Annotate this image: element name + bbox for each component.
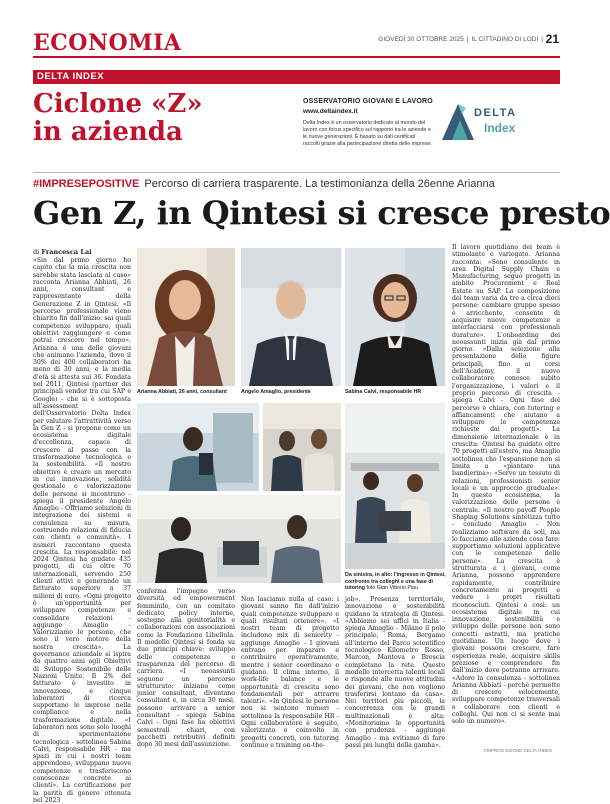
article-column-3: Non lasciamo nulla al caso: i giovani sanno fin dall'inizio quali competenze sviluppare e quali risultati ottenere». «I nostri team di progetto includono mix di seniority - aggiunge Amaglio - I giovani entrano per imparare e contribuire operativamente, mentre i senior coordinano e guidano. Il clima interno, il work-life balance e le opportunità di crescita sono fondamentali per attrarre talenti». «In Qintesi le persone non si sentono numeri - sottolinea la responsabile HR - Ogni collaboratore è seguito, valorizzato e coinvolto in progetti concreti, con tutoring continuo e training on-the-: [241, 596, 339, 749]
logo-word-index: Index: [484, 121, 516, 135]
page-number: 21: [545, 32, 559, 46]
byline: [33, 248, 92, 256]
issue-date: GIOVEDÌ 30 OTTOBRE 2025: [378, 36, 464, 43]
osservatorio-title: OSSERVATORIO GIOVANI E LAVORO: [303, 98, 433, 105]
photo-angelo: [241, 248, 341, 386]
photo-entrance: [137, 403, 259, 491]
publication-name: IL CITTADINO DI LODI: [471, 36, 539, 43]
delta-index-logo-icon: [438, 96, 550, 144]
tagline: [33, 178, 495, 190]
article-column-2: conferma l'impegno verso diversità ed empowerment femminile, con un comitato dedicato, policy interne, sostegno alla genitorialità e collaborazioni con associazioni come la Fondazione Libellula. Il modello Qintesi si fonda su due principi chiave: sviluppo delle competenze e trasparenza del percorso di carriera. «I neoassunti seguono un percorso strutturato: iniziano come junior consultant, diventano consultant e, in circa 30 mesi, possono arrivare a senior consultant - spiega Sabina Calvi - Ogni fase ha obiettivi semestrali chiari, con pacchetti retributivi definiti dopo 30 mesi dall'assunzione.: [137, 588, 235, 749]
tagline-text: Percorso di carriera trasparente. La testimonianza della 26enne Arianna: [144, 178, 495, 190]
photo-colleagues: [263, 403, 341, 491]
hashtag: #IMPRESEPOSITIVE: [33, 178, 140, 190]
section-band: [33, 70, 560, 84]
photo-tutoring: [137, 495, 341, 583]
photo-arianna: [137, 248, 235, 386]
byline-prefix: di: [33, 248, 40, 256]
band-label: DELTA INDEX: [37, 71, 105, 82]
caption-gallery: Da sinistra, in alto: l'ingresso in Qintesi, confronto tra colleghi e una fase di tutoring foto Gian Vittorio Piau: [345, 572, 446, 591]
ciclone-line2: in azienda: [33, 117, 183, 147]
caption-sabina: Sabina Calvi, responsabile HR: [345, 389, 422, 395]
article-column-1: «Sin dal primo giorno ho capito che la mia crescita non sarebbe stata lasciata al caso» racconta Arianna Abbiati, 26 anni, consultant e rappresentante della Generazione Z in Qintesi. «Il percorso professionale viene chiarito fin dall'inizio: sai quali competenze sviluppare, quali obiettivi raggiungere e come potrai crescere nel tempo». Arianna è una delle giovani che animano l'azienda, dove il 30% dei 400 collaboratori ha meno di 30 anni, e la media d'età si attesta sui 36. Fondata nel 2011, Qintesi (partner dei principali vendor tra cui SAP e Google) - che si è sottoposta all'assessment dell'Osservatorio Delta Index per valutare l'attrattività verso la Gen Z - si propone come un ecosistema digitale d'eccellenza, capace di crescere al passo con la trasformazione tecnologica e la sostenibilità. «Il nostro obiettivo è creare un mercato in cui innovazione, solidità gestionale e valorizzazione delle persone si incontrano - spiega il presidente Angelo Amaglio - Offriamo soluzioni di integrazione dei sistemi e consulenza su misura, costruendo relazioni di fiducia con clienti e comunità». I numeri raccontano questa crescita. La responsabile: nel 2024 Qintesi ha guidato 435 progetti, di cui oltre 70 internazionali, servendo 250 clienti attivi e generando un fatturato superiore a 37 milioni di euro. «Ogni progetto è un'opportunità per sviluppare competenze e consolidare relazioni - aggiunge Amaglio - Valorizziamo le persone, che sono il vero motore della nostra crescita». La governance aziendale si ispira da quattro anni agli Obiettivi di Sviluppo Sostenibile delle Nazioni Unite. Il 2% del fatturato è investito in innovazione, e cinque laboratori di ricerca supportano le imprese nella compliance e nella trasformazione digitale. «I laboratori non sono solo luoghi di sperimentazione tecnologica - sottolinea Sabina Calvi, responsabile HR - ma spazi in cui i nostri team apprendono, sviluppano nuove competenze e trasferiscono conoscenze concrete ai clienti». La certificazione per la parità di genere ottenuta nel 2023: [33, 257, 131, 804]
osservatorio-description: Delta Index è un osservatorio dedicato al mondo del lavoro con focus specifico sul rapporto tra le aziende e le nuove generazioni. È basato su dati certificati raccolti grazie alla partecipazione diretta delle imprese.: [303, 120, 432, 147]
photo-sabina: [345, 248, 445, 386]
footer-credit: CMPROG EZIONE DELTA INDEX: [483, 748, 552, 753]
ciclone-line1: Ciclone «Z»: [33, 89, 203, 119]
header-rule: [33, 56, 560, 58]
headline: Gen Z, in Qintesi si cresce presto: [33, 194, 610, 232]
photo-office: [345, 403, 445, 569]
author-name: Francesca Lai: [41, 248, 92, 256]
ciclone-title: [33, 90, 263, 146]
caption-angelo: Angelo Amaglio, presidente: [241, 389, 311, 395]
divider-rule: [33, 172, 560, 173]
caption-arianna: Arianna Abbiati, 26 anni, consultant: [137, 389, 227, 395]
section-title: ECONOMIA: [33, 30, 182, 56]
article-column-4: job». Presenza territoriale, innovazione e sostenibilità guidano la strategia di Qintesi. «Abbiamo sei uffici in Italia - spiega Amaglio - Milano il polo principale, Roma, Bergamo all'interno del Parco scientifico tecnologico Kilometro Rosso, Marcon, Mantova e Brescia completano la rete. Questo modello intercetta talenti locali e risponde alle nuove attitudini dei giovani, che non vogliono trasferirsi lontano da casa». Nei territori più piccoli, la concorrenza con le grandi multinazionali è alta: «Monitoriamo le opportunità con prudenza - aggiunge Amaglio - ma evitiamo di fare passi più lunghi della gamba».: [345, 596, 445, 749]
article-column-5: Il lavoro quotidiano dei team è stimolante e variegato. Arianna racconta: «Sono consulente in area Digital Supply Chain e Manufacturing, seguo progetti in ambito Procurement e Real Estate su SAP. La composizione dei team varia da tre a circa dieci persone: cambiare gruppo spesso è arricchente, consente di acquisire nuove competenze e interfacciarsi con professionali durature». L'onboarding dei neoassunti inizia già dal primo giorno. «Dalla selezione alla presentazione delle figure principali, fino ai corsi dell'Academy, il nuovo collaboratore conosce subito l'organizzazione, i valori e il proprio percorso di crescita - spiega Calvi - Ogni fase del percorso è chiara, con tutoring e affiancamenti che aiutano a sviluppare le competenze richieste dai progetti». La dimensione internazionale è in crescita: Qintesi ha guidato oltre 70 progetti all'estero, ma Amaglio sottolinea che l'espansione non si limita a «piantare una bandierina»: «Serve un tessuto di relazioni, professionisti senior locali e un approccio graduale». In questo ecosistema, la valorizzazione delle persone è centrale. «Il nostro payoff People Shaping Solutions sintetizza tutto - conclude Amaglio - Non realizziamo software da soli, ma lo facciamo alle aziende cosa fare: supportiamo soluzioni applicative con le competenze delle persone». La crescita è strutturata e i giovani, come Arianna, possono apprendere rapidamente, contribuire concretamente ai progetti e vedere i propri risultati riconosciuti. Qintesi è così: un ecosistema digitale in cui innovazione, sostenibilità e sviluppo delle persone non sono concetti astratti, ma pratiche quotidiane. Un luogo dove i giovani possono crescere, fare esperienza reale, acquisire skills preziose e comprendere fin dall'inizio dove potranno arrivare. «Adoro la consulenza - sottolinea Arianna Abbiati - perché permette di crescere velocemente, sviluppare competenze trasversali e collaborare con clienti e colleghi. Qui non ci si sente mai solo un numero».: [452, 244, 560, 726]
osservatorio-url[interactable]: www.deltaindex.it: [303, 108, 358, 115]
header-meta: GIOVEDÌ 30 OTTOBRE 2025 | IL CITTADINO DI LODI |: [375, 36, 543, 43]
logo-word-delta: DELTA: [474, 107, 517, 119]
